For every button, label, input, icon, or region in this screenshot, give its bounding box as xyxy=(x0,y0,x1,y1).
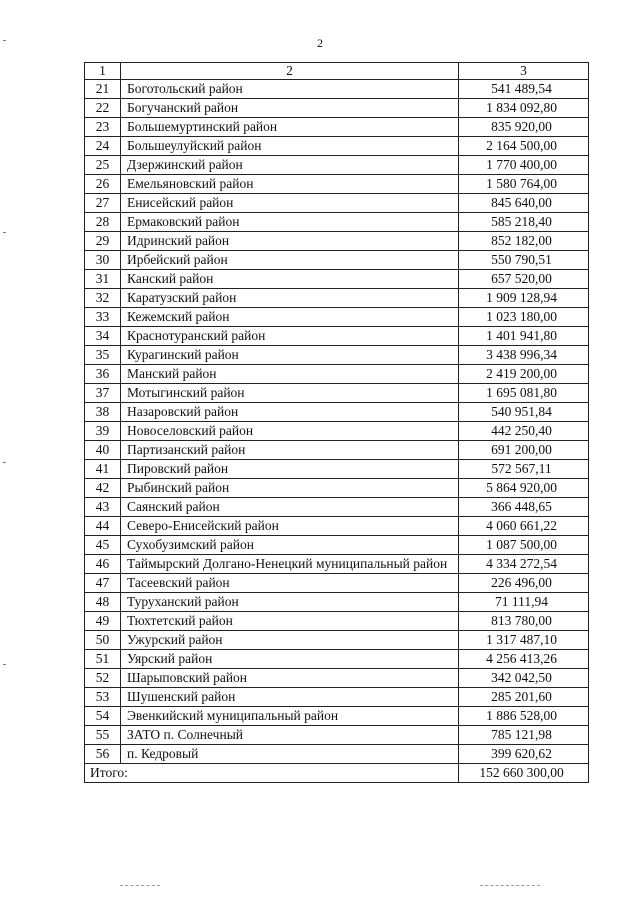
row-number-cell: 32 xyxy=(85,289,121,308)
district-name-cell: Таймырский Долгано-Ненецкий муниципальный район xyxy=(121,555,459,574)
amount-cell: 852 182,00 xyxy=(459,232,589,251)
table-row xyxy=(85,289,589,308)
table-row xyxy=(85,156,589,175)
table-row xyxy=(85,137,589,156)
district-name-cell: Эвенкийский муниципальный район xyxy=(121,707,459,726)
district-name-cell: п. Кедровый xyxy=(121,745,459,764)
amount-cell: 226 496,00 xyxy=(459,574,589,593)
district-name-cell: Манский район xyxy=(121,365,459,384)
row-number-cell: 21 xyxy=(85,80,121,99)
district-name-cell: Сухобузимский район xyxy=(121,536,459,555)
amount-cell: 4 060 661,22 xyxy=(459,517,589,536)
row-number-cell: 55 xyxy=(85,726,121,745)
row-number-cell: 28 xyxy=(85,213,121,232)
table-row xyxy=(85,346,589,365)
district-name-cell: Боготольский район xyxy=(121,80,459,99)
amount-cell: 541 489,54 xyxy=(459,80,589,99)
table-row xyxy=(85,403,589,422)
margin-mark xyxy=(3,232,6,233)
table-row xyxy=(85,517,589,536)
amount-cell: 1 770 400,00 xyxy=(459,156,589,175)
row-number-cell: 53 xyxy=(85,688,121,707)
amount-cell: 399 620,62 xyxy=(459,745,589,764)
district-name-cell: Енисейский район xyxy=(121,194,459,213)
amount-cell: 691 200,00 xyxy=(459,441,589,460)
district-name-cell: Емельяновский район xyxy=(121,175,459,194)
row-number-cell: 43 xyxy=(85,498,121,517)
row-number-cell: 50 xyxy=(85,631,121,650)
row-number-cell: 38 xyxy=(85,403,121,422)
amount-cell: 572 567,11 xyxy=(459,460,589,479)
table-row xyxy=(85,574,589,593)
amount-cell: 835 920,00 xyxy=(459,118,589,137)
table-row xyxy=(85,536,589,555)
table-row xyxy=(85,327,589,346)
district-name-cell: Курагинский район xyxy=(121,346,459,365)
table-row xyxy=(85,232,589,251)
table-row xyxy=(85,175,589,194)
district-name-cell: Каратузский район xyxy=(121,289,459,308)
row-number-cell: 30 xyxy=(85,251,121,270)
amount-cell: 442 250,40 xyxy=(459,422,589,441)
row-number-cell: 52 xyxy=(85,669,121,688)
table-row xyxy=(85,441,589,460)
district-name-cell: Кежемский район xyxy=(121,308,459,327)
bottom-edge-line xyxy=(480,885,540,886)
table-row xyxy=(85,726,589,745)
amount-cell: 1 886 528,00 xyxy=(459,707,589,726)
total-amount: 152 660 300,00 xyxy=(459,764,589,783)
amount-cell: 845 640,00 xyxy=(459,194,589,213)
row-number-cell: 36 xyxy=(85,365,121,384)
district-name-cell: Большемуртинский район xyxy=(121,118,459,137)
district-name-cell: Тюхтетский район xyxy=(121,612,459,631)
table-row xyxy=(85,650,589,669)
amount-cell: 813 780,00 xyxy=(459,612,589,631)
district-name-cell: Ермаковский район xyxy=(121,213,459,232)
table-row xyxy=(85,308,589,327)
amount-cell: 3 438 996,34 xyxy=(459,346,589,365)
row-number-cell: 49 xyxy=(85,612,121,631)
table-row xyxy=(85,612,589,631)
total-label: Итого: xyxy=(85,764,459,783)
row-number-cell: 51 xyxy=(85,650,121,669)
table-row xyxy=(85,593,589,612)
row-number-cell: 48 xyxy=(85,593,121,612)
row-number-cell: 29 xyxy=(85,232,121,251)
table-row xyxy=(85,194,589,213)
row-number-cell: 22 xyxy=(85,99,121,118)
table-row xyxy=(85,99,589,118)
row-number-cell: 39 xyxy=(85,422,121,441)
header-cell-number: 1 xyxy=(85,63,121,80)
district-name-cell: Канский район xyxy=(121,270,459,289)
district-name-cell: Ирбейский район xyxy=(121,251,459,270)
table-row xyxy=(85,422,589,441)
table-row xyxy=(85,688,589,707)
amount-cell: 2 419 200,00 xyxy=(459,365,589,384)
district-name-cell: Шушенский район xyxy=(121,688,459,707)
amount-cell: 342 042,50 xyxy=(459,669,589,688)
district-name-cell: Идринский район xyxy=(121,232,459,251)
table-header-row xyxy=(85,63,589,80)
row-number-cell: 23 xyxy=(85,118,121,137)
amount-cell: 1 909 128,94 xyxy=(459,289,589,308)
row-number-cell: 40 xyxy=(85,441,121,460)
amount-cell: 1 834 092,80 xyxy=(459,99,589,118)
row-number-cell: 54 xyxy=(85,707,121,726)
row-number-cell: 45 xyxy=(85,536,121,555)
district-name-cell: Назаровский район xyxy=(121,403,459,422)
table-row xyxy=(85,118,589,137)
amount-cell: 540 951,84 xyxy=(459,403,589,422)
table-row xyxy=(85,80,589,99)
district-name-cell: Туруханский район xyxy=(121,593,459,612)
amount-cell: 5 864 920,00 xyxy=(459,479,589,498)
header-cell-amount: 3 xyxy=(459,63,589,80)
amount-cell: 1 580 764,00 xyxy=(459,175,589,194)
margin-mark xyxy=(3,40,6,41)
district-name-cell: Большеулуйский район xyxy=(121,137,459,156)
district-name-cell: Уярский район xyxy=(121,650,459,669)
amount-cell: 366 448,65 xyxy=(459,498,589,517)
table-row xyxy=(85,707,589,726)
margin-mark xyxy=(3,462,6,463)
table-row xyxy=(85,384,589,403)
row-number-cell: 24 xyxy=(85,137,121,156)
amount-cell: 585 218,40 xyxy=(459,213,589,232)
amount-cell: 1 317 487,10 xyxy=(459,631,589,650)
row-number-cell: 44 xyxy=(85,517,121,536)
row-number-cell: 47 xyxy=(85,574,121,593)
district-name-cell: Пировский район xyxy=(121,460,459,479)
district-name-cell: Новоселовский район xyxy=(121,422,459,441)
district-name-cell: Богучанский район xyxy=(121,99,459,118)
amount-cell: 1 087 500,00 xyxy=(459,536,589,555)
table-row xyxy=(85,669,589,688)
table-row xyxy=(85,745,589,764)
header-cell-name: 2 xyxy=(121,63,459,80)
district-name-cell: Северо-Енисейский район xyxy=(121,517,459,536)
table-row xyxy=(85,213,589,232)
row-number-cell: 46 xyxy=(85,555,121,574)
row-number-cell: 31 xyxy=(85,270,121,289)
table-row xyxy=(85,365,589,384)
row-number-cell: 37 xyxy=(85,384,121,403)
row-number-cell: 56 xyxy=(85,745,121,764)
table-row xyxy=(85,555,589,574)
district-name-cell: Ужурский район xyxy=(121,631,459,650)
row-number-cell: 42 xyxy=(85,479,121,498)
row-number-cell: 41 xyxy=(85,460,121,479)
table-row xyxy=(85,479,589,498)
row-number-cell: 33 xyxy=(85,308,121,327)
row-number-cell: 26 xyxy=(85,175,121,194)
amount-cell: 1 401 941,80 xyxy=(459,327,589,346)
allocation-table xyxy=(84,62,589,783)
amount-cell: 4 256 413,26 xyxy=(459,650,589,669)
amount-cell: 2 164 500,00 xyxy=(459,137,589,156)
margin-mark xyxy=(3,664,6,665)
amount-cell: 4 334 272,54 xyxy=(459,555,589,574)
table-row xyxy=(85,498,589,517)
page-number: 2 xyxy=(317,36,323,50)
table-row xyxy=(85,460,589,479)
allocation-table-wrapper xyxy=(84,62,588,783)
row-number-cell: 34 xyxy=(85,327,121,346)
district-name-cell: Саянский район xyxy=(121,498,459,517)
table-row xyxy=(85,631,589,650)
amount-cell: 285 201,60 xyxy=(459,688,589,707)
district-name-cell: Дзержинский район xyxy=(121,156,459,175)
district-name-cell: Тасеевский район xyxy=(121,574,459,593)
amount-cell: 71 111,94 xyxy=(459,593,589,612)
district-name-cell: Партизанский район xyxy=(121,441,459,460)
amount-cell: 550 790,51 xyxy=(459,251,589,270)
table-row xyxy=(85,270,589,289)
district-name-cell: ЗАТО п. Солнечный xyxy=(121,726,459,745)
row-number-cell: 25 xyxy=(85,156,121,175)
district-name-cell: Шарыповский район xyxy=(121,669,459,688)
amount-cell: 1 695 081,80 xyxy=(459,384,589,403)
bottom-edge-line xyxy=(120,885,160,886)
amount-cell: 1 023 180,00 xyxy=(459,308,589,327)
table-row xyxy=(85,251,589,270)
district-name-cell: Мотыгинский район xyxy=(121,384,459,403)
total-row xyxy=(85,764,589,783)
district-name-cell: Краснотуранский район xyxy=(121,327,459,346)
amount-cell: 657 520,00 xyxy=(459,270,589,289)
row-number-cell: 27 xyxy=(85,194,121,213)
district-name-cell: Рыбинский район xyxy=(121,479,459,498)
amount-cell: 785 121,98 xyxy=(459,726,589,745)
row-number-cell: 35 xyxy=(85,346,121,365)
